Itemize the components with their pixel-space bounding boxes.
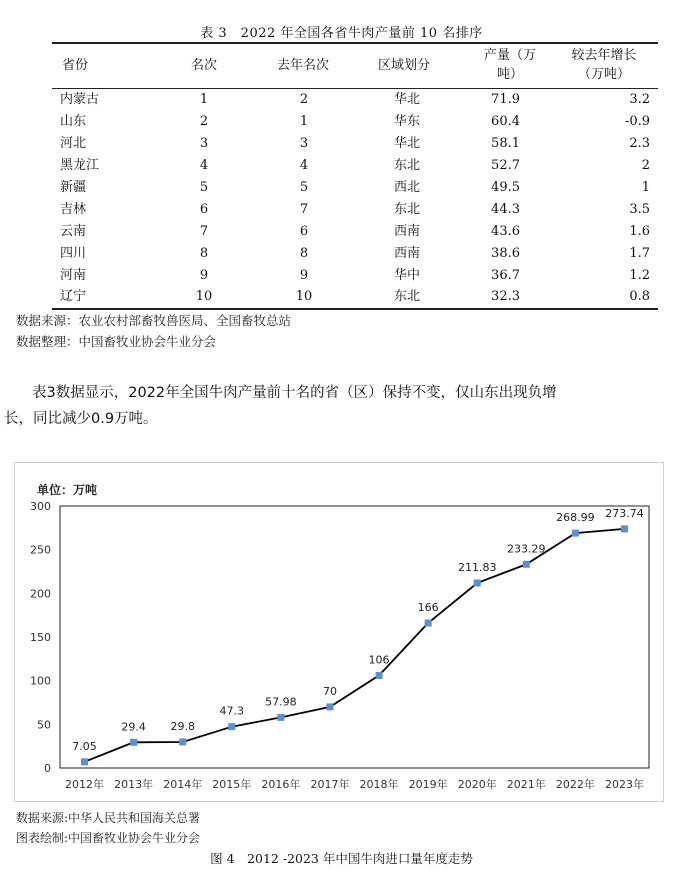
cell-last-rank: 6 xyxy=(299,224,309,239)
y-tick-label: 50 xyxy=(37,718,51,732)
cell-region: 西南 xyxy=(393,246,420,261)
header-region: 区域划分 xyxy=(378,58,431,73)
line-chart xyxy=(15,463,663,801)
cell-output: 43.6 xyxy=(491,224,520,239)
cell-change: 3.5 xyxy=(629,202,650,217)
data-point xyxy=(81,758,88,765)
cell-change: 1.2 xyxy=(629,268,650,283)
cell-output: 60.4 xyxy=(491,114,520,129)
data-label: 29.4 xyxy=(121,720,146,734)
data-label: 29.8 xyxy=(170,719,195,733)
x-tick-label: 2018年 xyxy=(359,778,399,791)
cell-output: 38.6 xyxy=(491,246,520,261)
data-point xyxy=(179,738,186,745)
cell-region: 东北 xyxy=(393,158,420,173)
table-row xyxy=(52,199,658,221)
data-label: 233.29 xyxy=(507,542,546,556)
cell-rank: 8 xyxy=(199,246,209,261)
x-tick-label: 2015年 xyxy=(212,778,252,791)
cell-rank: 3 xyxy=(199,136,209,151)
data-point xyxy=(130,739,137,746)
data-label: 273.74 xyxy=(605,506,644,520)
x-tick-label: 2023年 xyxy=(604,778,644,791)
cell-change: 1.6 xyxy=(629,224,650,239)
cell-region: 西北 xyxy=(393,180,420,195)
data-point xyxy=(326,703,333,710)
cell-last-rank: 10 xyxy=(295,289,313,304)
table-row xyxy=(52,221,658,243)
x-tick-label: 2020年 xyxy=(457,778,497,791)
header-province: 省份 xyxy=(62,58,89,73)
cell-last-rank: 8 xyxy=(299,246,309,261)
cell-province: 吉林 xyxy=(60,202,87,217)
table-row xyxy=(52,265,658,287)
header-output xyxy=(470,46,550,84)
figure-title: 图 4 2012 -2023 年中国牛肉进口量年度走势 xyxy=(210,851,473,866)
data-point xyxy=(572,530,579,537)
plot-area xyxy=(60,506,649,768)
data-label: 106 xyxy=(368,653,390,667)
data-label: 211.83 xyxy=(457,561,497,575)
data-point xyxy=(621,525,628,532)
data-label: 70 xyxy=(322,684,337,698)
cell-province: 辽宁 xyxy=(60,289,87,304)
cell-change: 1 xyxy=(641,180,650,195)
data-point xyxy=(376,672,383,679)
cell-last-rank: 2 xyxy=(299,92,309,107)
table-bottom-rule xyxy=(52,308,658,310)
cell-rank: 2 xyxy=(199,114,209,129)
table-row xyxy=(52,243,658,265)
cell-output: 32.3 xyxy=(491,289,520,304)
cell-last-rank: 4 xyxy=(299,158,309,173)
y-tick-label: 200 xyxy=(30,587,51,601)
table-row xyxy=(52,89,658,111)
data-label: 47.3 xyxy=(219,704,245,718)
cell-change: 0.8 xyxy=(629,289,650,304)
cell-change: 3.2 xyxy=(629,92,650,107)
cell-rank: 6 xyxy=(199,202,209,217)
cell-last-rank: 5 xyxy=(299,180,309,195)
body-paragraph xyxy=(4,380,678,432)
table-title: 表 3 2022 年全国各省牛肉产量前 10 名排序 xyxy=(200,26,483,41)
chart-unit-label: 单位：万吨 xyxy=(37,483,98,497)
cell-rank: 5 xyxy=(199,180,209,195)
cell-rank: 4 xyxy=(199,158,209,173)
cell-province: 河北 xyxy=(60,136,87,151)
header-last-rank: 去年名次 xyxy=(277,58,330,73)
cell-region: 华东 xyxy=(393,114,420,129)
x-axis xyxy=(65,777,644,791)
cell-region: 华北 xyxy=(393,92,420,107)
series-markers xyxy=(81,525,628,765)
cell-province: 内蒙古 xyxy=(60,92,100,107)
cell-change: 2.3 xyxy=(629,136,650,151)
x-tick-label: 2012年 xyxy=(65,778,105,791)
y-tick-label: 0 xyxy=(44,762,51,775)
chart-source: 数据来源:中华人民共和国海关总署 xyxy=(16,811,201,825)
cell-province: 山东 xyxy=(60,114,87,129)
paragraph-line-2: 长，同比减少0.9万吨。 xyxy=(4,411,158,427)
table-compiled-by: 数据整理：中国畜牧业协会牛业分会 xyxy=(16,334,217,349)
x-tick-label: 2019年 xyxy=(408,778,448,791)
data-label: 268.99 xyxy=(556,511,595,525)
cell-change: 1.7 xyxy=(629,246,650,261)
cell-change: -0.9 xyxy=(624,114,650,129)
table-row xyxy=(52,177,658,199)
data-label: 57.98 xyxy=(265,695,297,709)
y-tick-label: 100 xyxy=(30,674,51,688)
header-change-line2: （万吨） xyxy=(577,67,630,82)
cell-output: 71.9 xyxy=(491,92,520,107)
cell-region: 东北 xyxy=(393,202,420,217)
y-tick-label: 300 xyxy=(30,500,51,513)
paragraph-line-1-text: 表3数据显示，2022年全国牛肉产量前十名的省（区）保持不变，仅山东出现负增 xyxy=(32,385,557,401)
y-axis xyxy=(30,500,51,775)
cell-region: 华中 xyxy=(393,268,420,283)
x-tick-label: 2017年 xyxy=(310,778,350,791)
cell-output: 49.5 xyxy=(491,180,520,195)
table-source: 数据来源：农业农村部畜牧兽医局、全国畜牧总站 xyxy=(16,313,292,328)
cell-output: 44.3 xyxy=(491,202,520,217)
data-label: 166 xyxy=(417,601,439,615)
cell-last-rank: 9 xyxy=(299,268,309,283)
header-output-line2: 吨） xyxy=(496,67,523,82)
y-tick-label: 250 xyxy=(30,543,51,557)
table-row xyxy=(52,133,658,155)
data-point xyxy=(425,620,432,627)
cell-province: 四川 xyxy=(60,246,87,261)
cell-province: 新疆 xyxy=(60,180,87,195)
table-row xyxy=(52,286,658,308)
table-top-rule xyxy=(52,42,658,44)
header-change xyxy=(556,46,652,84)
cell-rank: 9 xyxy=(199,268,209,283)
x-tick-label: 2022年 xyxy=(555,778,595,791)
cell-province: 黑龙江 xyxy=(60,158,100,173)
cell-region: 西南 xyxy=(393,224,420,239)
header-change-line1: 较去年增长 xyxy=(571,48,637,63)
x-tick-label: 2013年 xyxy=(114,778,154,791)
cell-last-rank: 7 xyxy=(299,202,309,217)
x-tick-label: 2016年 xyxy=(261,778,301,791)
data-point xyxy=(228,723,235,730)
cell-output: 52.7 xyxy=(491,158,520,173)
chart-frame xyxy=(14,462,664,802)
data-point xyxy=(474,580,481,587)
table-row xyxy=(52,111,658,133)
cell-region: 华北 xyxy=(393,136,420,151)
header-output-line1: 产量（万 xyxy=(483,48,536,63)
data-point xyxy=(523,561,530,568)
cell-last-rank: 3 xyxy=(299,136,309,151)
cell-output: 36.7 xyxy=(491,268,520,283)
cell-output: 58.1 xyxy=(491,136,520,151)
data-point xyxy=(277,714,284,721)
chart-drawn-by: 图表绘制:中国畜牧业协会牛业分会 xyxy=(16,831,201,845)
data-label: 7.05 xyxy=(72,739,97,753)
y-tick-label: 150 xyxy=(30,631,51,644)
table-row xyxy=(52,155,658,177)
paragraph-line-1 xyxy=(4,380,678,406)
series-line xyxy=(85,529,625,762)
x-tick-label: 2021年 xyxy=(506,778,546,791)
cell-rank: 10 xyxy=(195,289,213,304)
cell-last-rank: 1 xyxy=(299,114,309,129)
cell-region: 东北 xyxy=(393,289,420,304)
cell-rank: 1 xyxy=(199,92,209,107)
cell-province: 云南 xyxy=(60,224,87,239)
cell-rank: 7 xyxy=(199,224,209,239)
cell-change: 2 xyxy=(641,158,650,173)
header-rank: 名次 xyxy=(191,58,218,73)
cell-province: 河南 xyxy=(60,268,87,283)
x-tick-label: 2014年 xyxy=(163,778,203,791)
